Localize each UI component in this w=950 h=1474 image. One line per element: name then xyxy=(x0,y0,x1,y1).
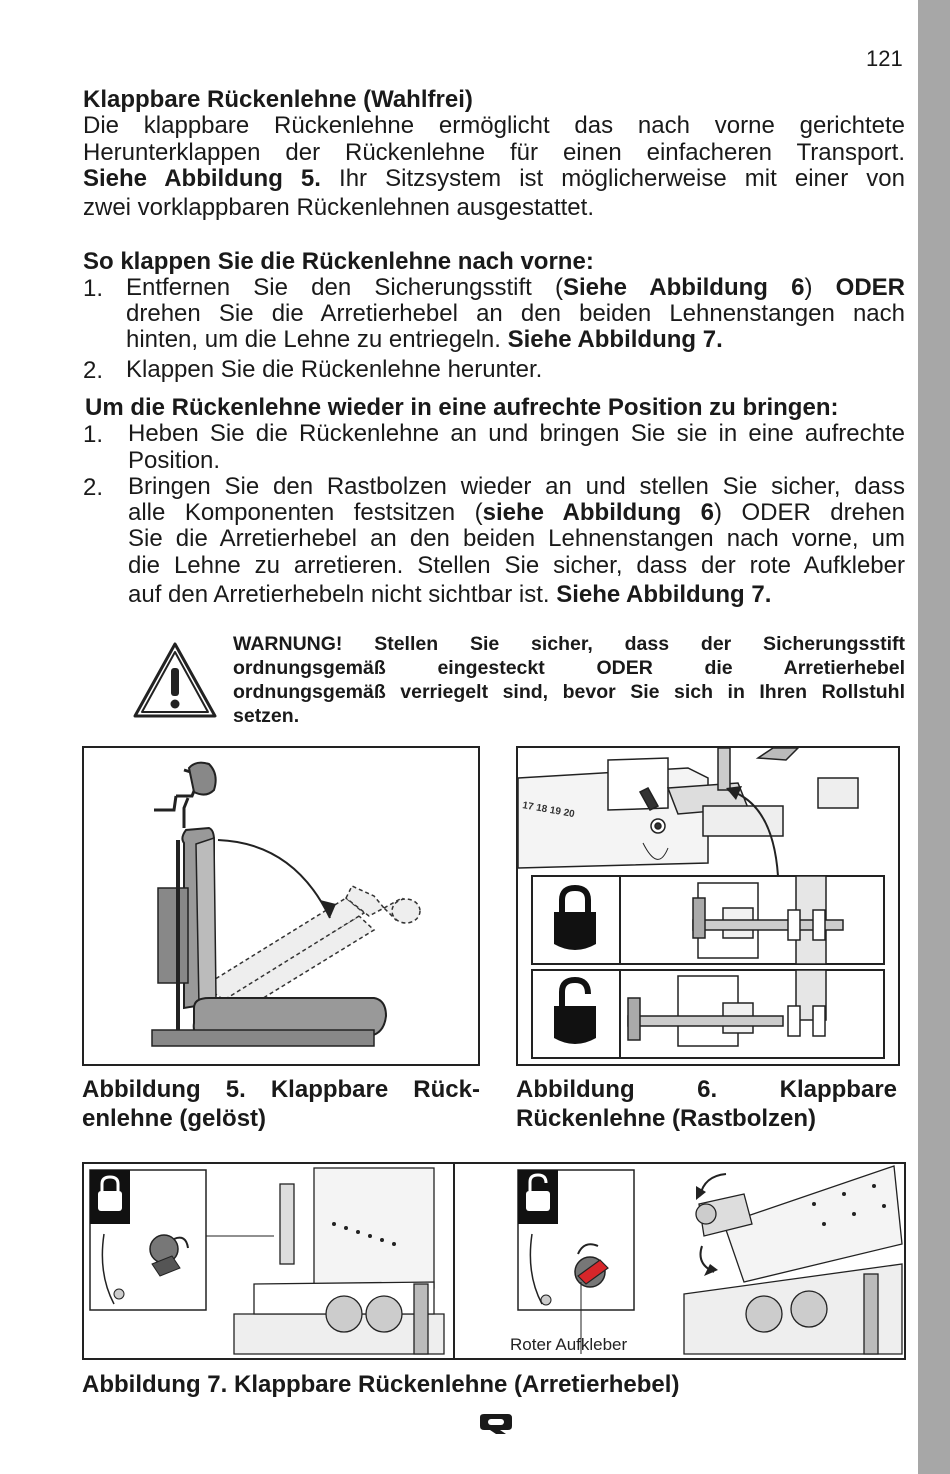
warning-line-4: setzen. xyxy=(233,705,300,727)
red-sticker-label: Roter Aufkleber xyxy=(510,1335,628,1354)
list-number: 2. xyxy=(83,357,104,384)
step-text: ) xyxy=(804,274,836,301)
section-title-fold-forward: So klappen Sie die Rückenlehne nach vorne: xyxy=(83,248,594,275)
step-text: alle Komponenten festsitzen ( xyxy=(128,499,483,526)
page-edge-tab xyxy=(918,0,950,1474)
intro-line-3 xyxy=(83,166,905,193)
upright-step-2-line-4: die Lehne zu arretieren. Stellen Sie sicher, dass der rote Aufkleber xyxy=(128,552,905,579)
section-title-upright: Um die Rückenlehne wieder in eine aufrechte Position zu bringen: xyxy=(85,394,839,421)
intro-line-2: Herunterklappen der Rückenlehne für einen einfacheren Transport. xyxy=(83,139,905,166)
figure-7-caption: Abbildung 7. Klappbare Rückenlehne (Arretierhebel) xyxy=(82,1371,680,1398)
upright-step-1-line-1: Heben Sie die Rückenlehne an und bringen Sie sie in eine aufrechte xyxy=(128,420,905,447)
figure-6-detent-pin xyxy=(516,746,900,1066)
figure-5-caption-line-1: Abbildung 5. Klappbare Rück- xyxy=(82,1076,480,1103)
figure-reference: Siehe Abbildung 7. xyxy=(556,581,772,608)
intro-line-3-text: Ihr Sitzsystem ist möglicherweise mit einer von xyxy=(320,165,905,192)
figure-reference: Siehe Abbildung 7. xyxy=(507,326,723,353)
figure-7-locking-levers xyxy=(82,1162,906,1360)
locking-lever-illustration xyxy=(84,1164,904,1358)
list-number: 1. xyxy=(83,275,104,302)
step-1-line-3 xyxy=(126,327,905,354)
figure-reference: Siehe Abbildung 6 xyxy=(562,274,805,301)
warning-line-3: ordnungsgemäß verriegelt sind, bevor Sie sich in Ihren Rollstuhl xyxy=(233,681,905,703)
upright-step-2-line-2 xyxy=(128,500,905,527)
step-text: Entfernen Sie den Sicherungsstift ( xyxy=(126,274,563,301)
figure-5-folding-backrest xyxy=(82,746,480,1066)
section-title-folding-backrest: Klappbare Rückenlehne (Wahlfrei) xyxy=(83,86,473,113)
upright-step-2-line-5 xyxy=(128,582,771,609)
seat-folding-illustration xyxy=(84,748,478,1064)
list-number: 1. xyxy=(83,421,104,448)
warning-line-2: ordnungsgemäß eingesteckt ODER die Arretierhebel xyxy=(233,657,905,679)
figure-6-caption-line-2: Rückenlehne (Rastbolzen) xyxy=(516,1105,817,1132)
warning-line-1: WARNUNG! Stellen Sie sicher, dass der Sicherungsstift xyxy=(233,633,905,655)
upright-step-2-line-1: Bringen Sie den Rastbolzen wieder an und stellen Sie sicher, dass xyxy=(128,473,905,500)
figure-6-caption-line-1: Abbildung 6. Klappbare xyxy=(516,1076,897,1103)
step-2: Klappen Sie die Rückenlehne herunter. xyxy=(126,356,543,383)
or-emphasis: ODER xyxy=(835,274,905,301)
figure-reference: siehe Abbildung 6 xyxy=(482,499,714,526)
intro-line-4: zwei vorklappbaren Rückenlehnen ausgestattet. xyxy=(83,194,594,221)
ruler-markings: 17 18 19 20 xyxy=(521,800,576,821)
step-text: auf den Arretierhebeln nicht sichtbar ist. xyxy=(128,581,557,608)
upright-step-2-line-3: Sie die Arretierhebel an den beiden Lehnenstangen nach vorne, um xyxy=(128,525,905,552)
q-logo-icon xyxy=(478,1413,514,1435)
step-1-line-1 xyxy=(126,275,905,302)
page-number: 121 xyxy=(866,46,903,71)
warning-icon xyxy=(132,640,218,720)
intro-line-1: Die klappbare Rückenlehne ermöglicht das nach vorne gerichtete xyxy=(83,112,905,139)
step-1-line-2: drehen Sie die Arretierhebel an den beiden Lehnenstangen nach xyxy=(126,300,905,327)
list-number: 2. xyxy=(83,474,104,501)
warning-text xyxy=(233,632,905,728)
figure-5-caption-line-2: enlehne (gelöst) xyxy=(82,1105,267,1132)
upright-step-1-line-2: Position. xyxy=(128,447,221,474)
detent-pin-illustration xyxy=(518,748,898,1064)
step-text: hinten, um die Lehne zu entriegeln. xyxy=(126,326,508,353)
step-text: ) ODER drehen xyxy=(714,499,906,526)
figure-reference: Siehe Abbildung 5. xyxy=(83,165,321,192)
